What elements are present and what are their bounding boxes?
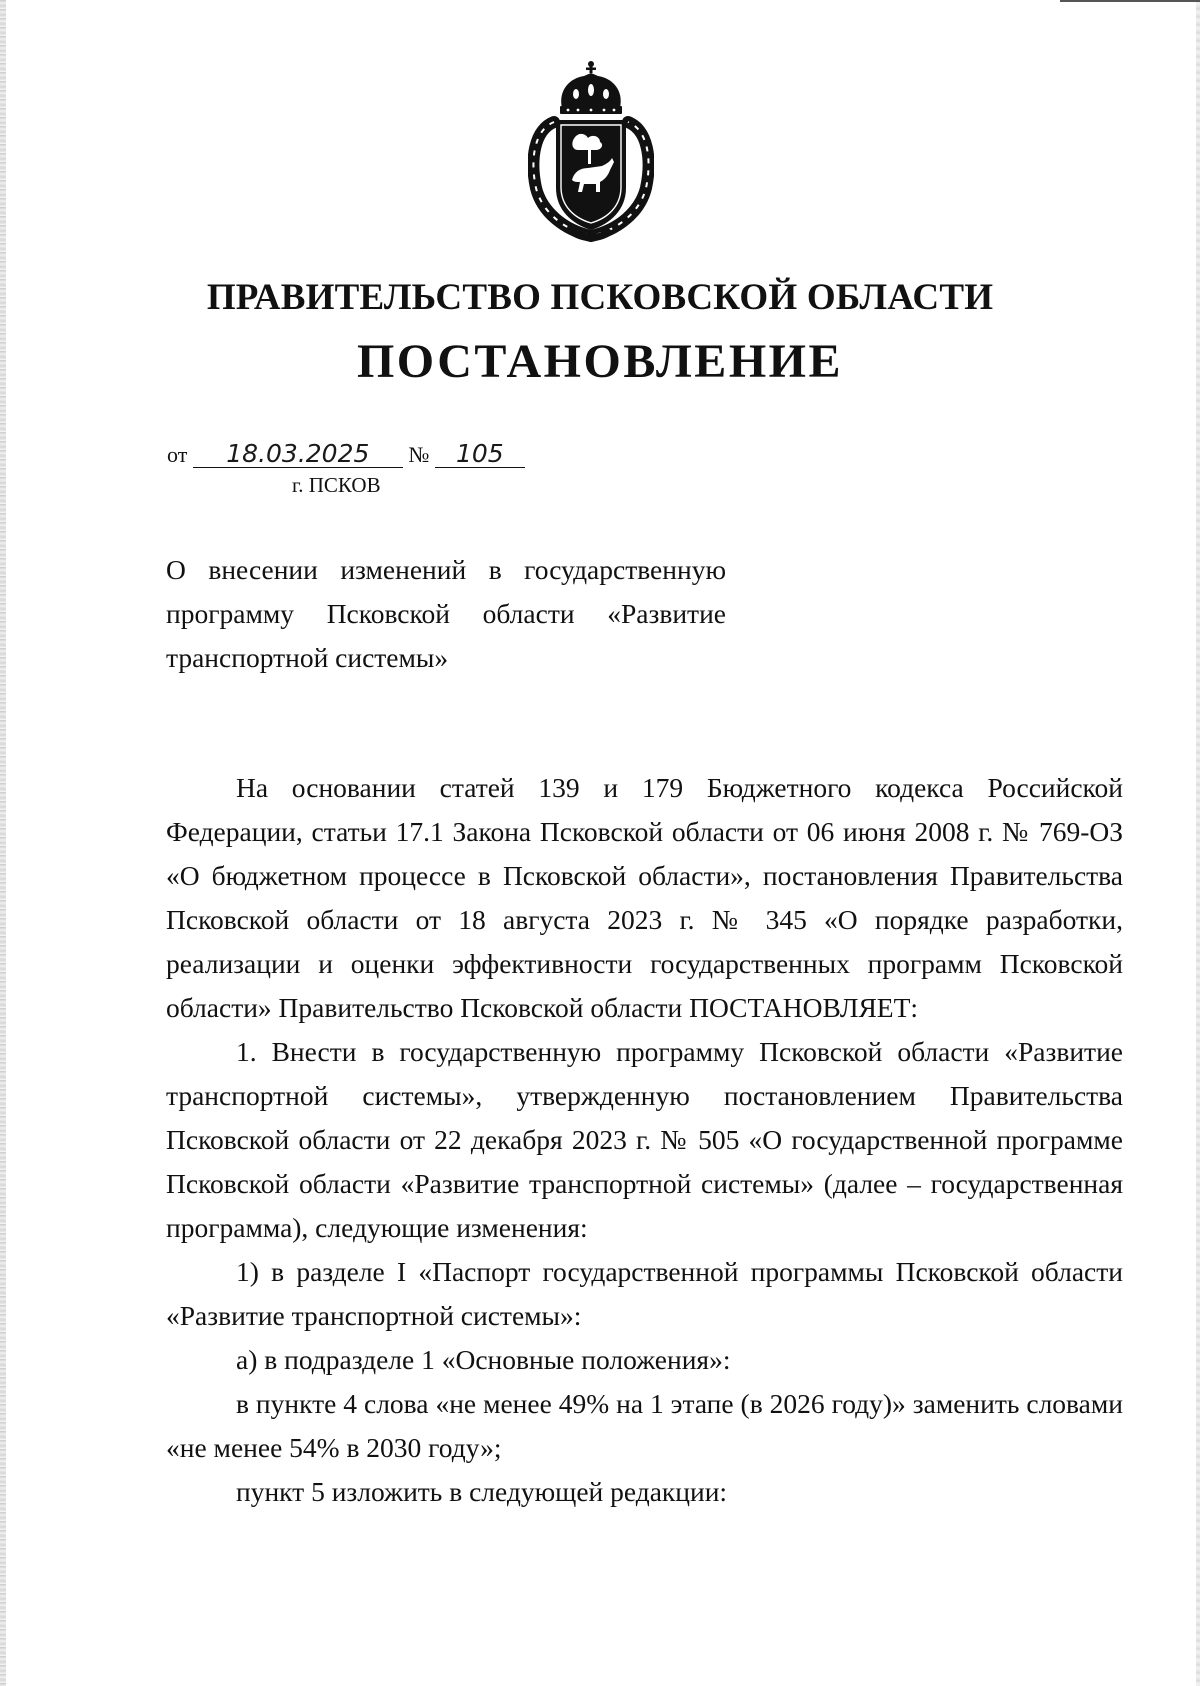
- document-body: [166, 766, 1123, 1514]
- number-label: №: [408, 442, 430, 467]
- scan-edge-right: [1196, 0, 1200, 1686]
- body-paragraph: а) в подразделе 1 «Основные положения»:: [236, 1344, 731, 1375]
- body-paragraph: пункт 5 изложить в следующей редакции:: [236, 1476, 728, 1507]
- government-title: ПРАВИТЕЛЬСТВО ПСКОВСКОЙ ОБЛАСТИ: [206, 277, 994, 318]
- body-paragraph: 1. Внести в государственную программу Псковской области «Развитие транспортной системы», утвержденную постановлением Правительства Псковской области от 22 декабря 2023 г. № 505 «О государственной программе Псковской области «Развитие транспортной системы» (далее – государственная программа), следующие изменения:: [166, 1036, 1123, 1243]
- scan-edge-left: [0, 0, 6, 1686]
- body-paragraph: в пункте 4 слова «не менее 49% на 1 этапе (в 2026 году)» заменить словами «не менее 54% в 2030 году»;: [166, 1388, 1123, 1463]
- city-label: г. ПСКОВ: [292, 473, 381, 497]
- document-type-title: ПОСТАНОВЛЕНИЕ: [356, 335, 844, 388]
- subject-line: программу Псковской области «Развитие: [166, 598, 726, 629]
- subject-line: транспортной системы»: [166, 642, 449, 673]
- body-paragraph: На основании статей 139 и 179 Бюджетного кодекса Российской Федерации, статьи 17.1 Закона Псковской области от 06 июня 2008 г. № 769-ОЗ «О бюджетном процессе в Псковской области», постановления Правительства Псковской области от 18 августа 2023 г. № 345 «О порядке разработки, реализации и оценки эффективности государственных программ Псковской области» Правительство Псковской области ПОСТАНОВЛЯЕТ:: [166, 772, 1123, 1023]
- body-paragraph: 1) в разделе I «Паспорт государственной программы Псковской области «Развитие транспортной системы»:: [166, 1256, 1123, 1331]
- date-label: от: [167, 442, 188, 467]
- document-subject: [166, 548, 726, 680]
- subject-line: О внесении изменений в государственную: [166, 554, 726, 585]
- registration-line: [167, 441, 525, 468]
- scan-top-line: [1060, 0, 1200, 2]
- coat-of-arms-icon: [528, 60, 654, 245]
- handwritten-date: 18.03.2025: [193, 441, 403, 468]
- handwritten-number: 105: [435, 441, 525, 468]
